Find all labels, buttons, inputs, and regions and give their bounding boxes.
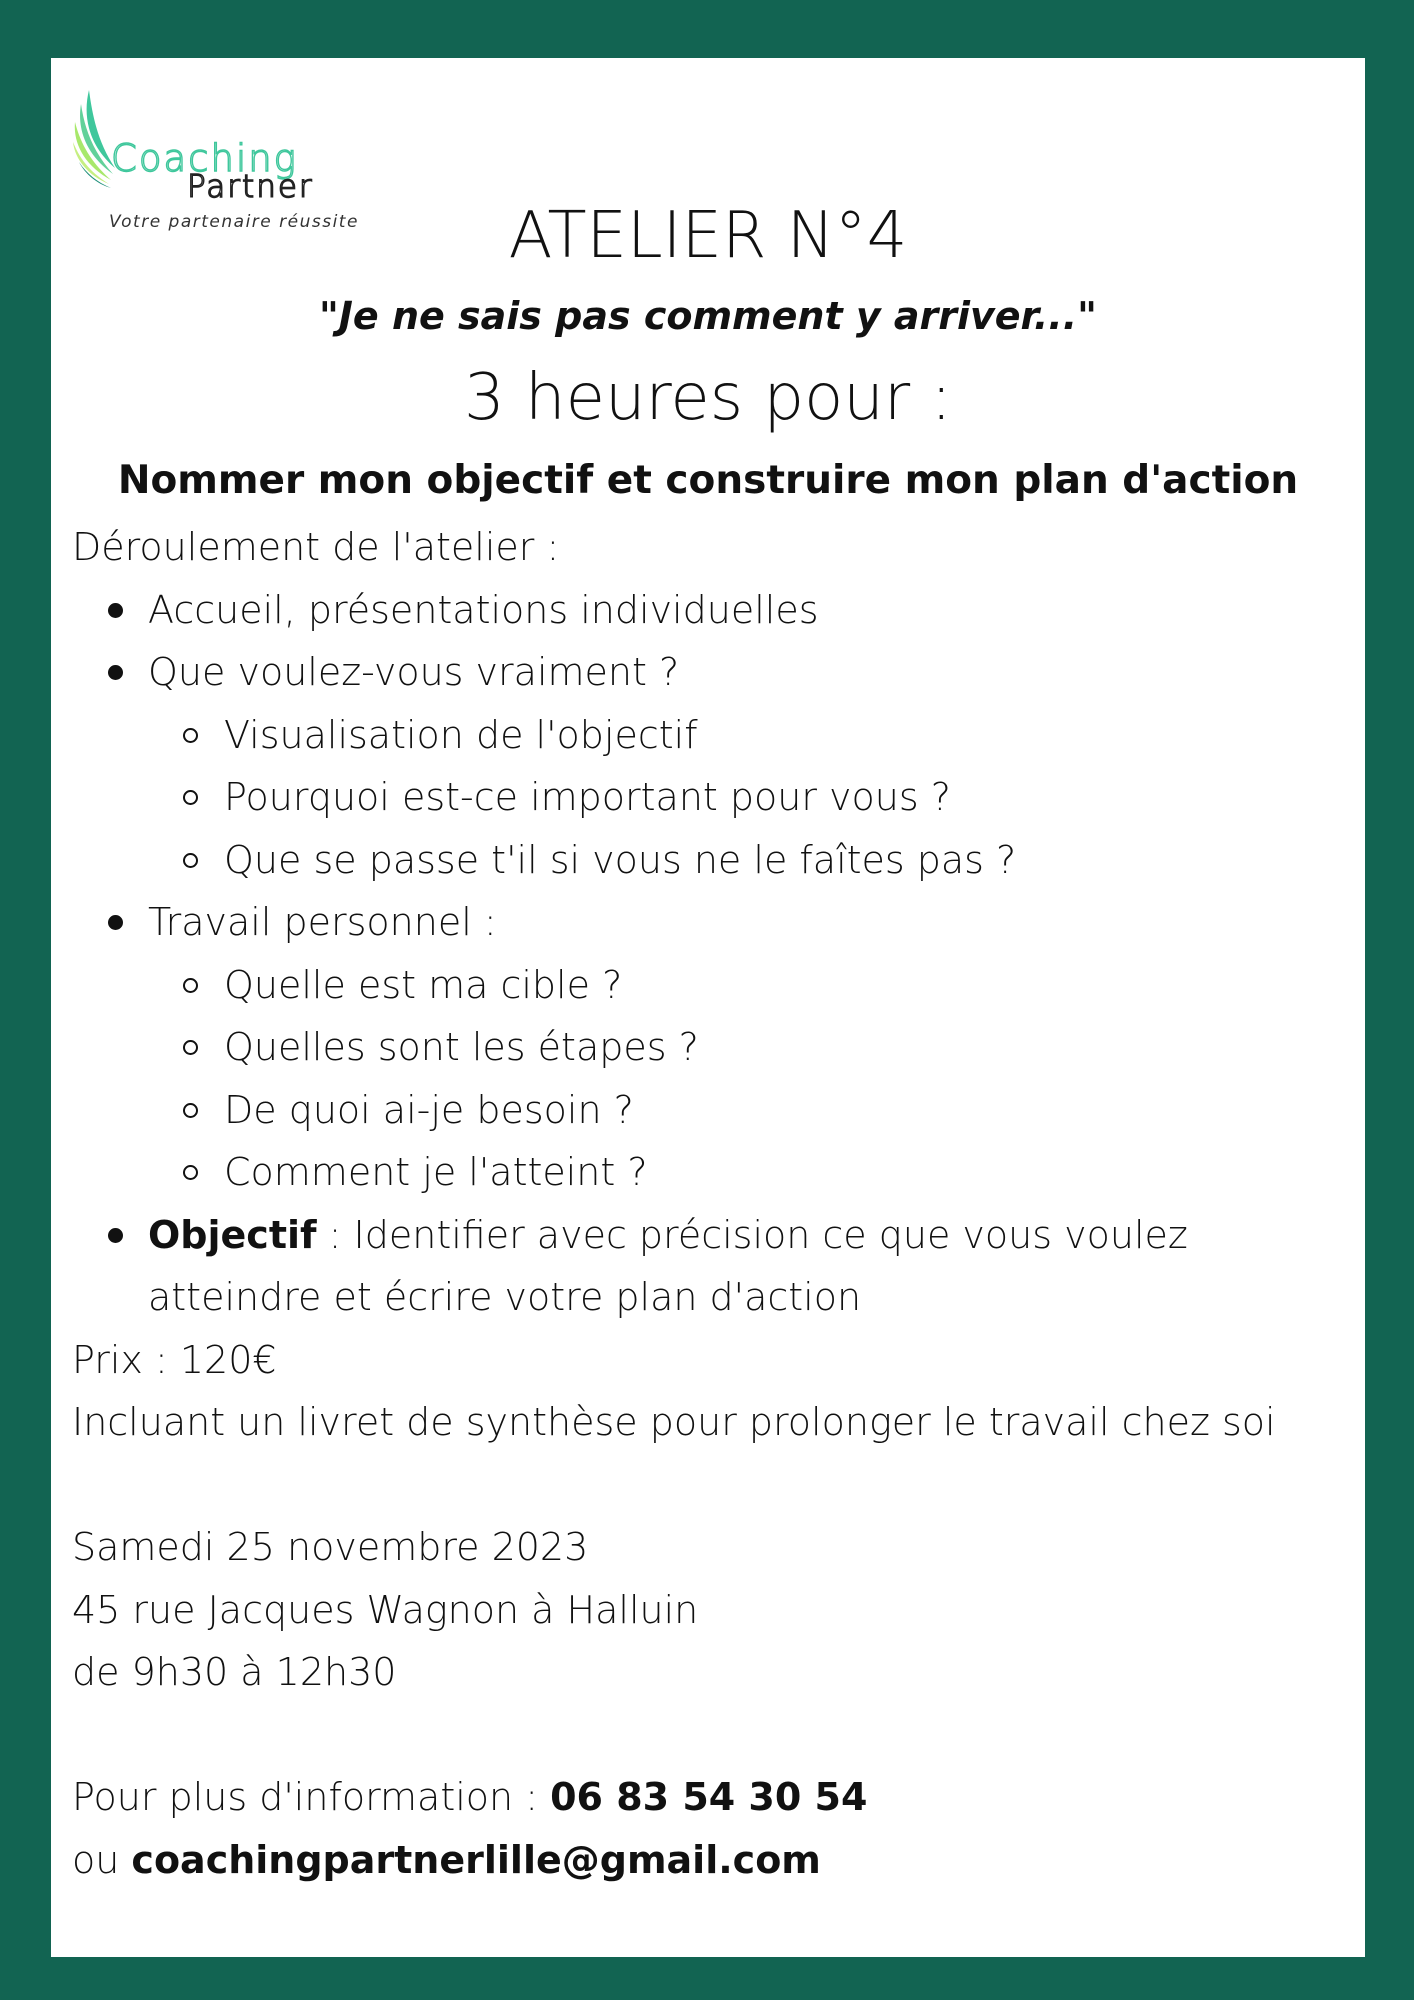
sub-item-label: Pourquoi est-ce important pour vous ? bbox=[224, 775, 951, 819]
sub-list bbox=[148, 954, 1352, 1204]
bullet-icon bbox=[108, 1228, 123, 1243]
hollow-bullet-icon bbox=[183, 790, 198, 805]
list-item-label: Que voulez-vous vraiment ? bbox=[148, 650, 680, 694]
bullet-icon bbox=[108, 603, 123, 618]
objective-description: : Identifier avec précision ce que vous voulez atteindre et écrire votre plan d'action bbox=[148, 1212, 1188, 1319]
sub-item-label: Quelle est ma cible ? bbox=[224, 962, 623, 1007]
workshop-duration: 3 heures pour : bbox=[463, 361, 953, 435]
contact-email-line bbox=[72, 1829, 1352, 1892]
sub-item-label: Quelles sont les étapes ? bbox=[224, 1025, 699, 1069]
contact-or-prefix: ou bbox=[72, 1837, 132, 1882]
logo-word-partner: Partner bbox=[187, 169, 314, 205]
logo-word-coaching: Coaching bbox=[111, 137, 298, 180]
sub-item-label: Que se passe t'il si vous ne le faîtes pas ? bbox=[224, 837, 1017, 882]
event-hours: de 9h30 à 12h30 bbox=[72, 1650, 397, 1694]
hollow-bullet-icon bbox=[183, 1103, 198, 1118]
sub-item-label: De quoi ai-je besoin ? bbox=[224, 1087, 634, 1132]
hollow-bullet-icon bbox=[183, 1165, 198, 1180]
list-item-label: Accueil, présentations individuelles bbox=[148, 587, 819, 632]
bullet-icon bbox=[108, 665, 123, 680]
program-intro: Déroulement de l'atelier : bbox=[72, 525, 560, 569]
contact-phone-line bbox=[72, 1766, 1352, 1829]
spacer bbox=[72, 1454, 1352, 1517]
sub-item-label: Comment je l'atteint ? bbox=[224, 1150, 648, 1194]
hollow-bullet-icon bbox=[183, 853, 198, 868]
objective-text bbox=[148, 1204, 1348, 1329]
objective-label: Objectif bbox=[148, 1212, 317, 1257]
spacer bbox=[72, 1704, 1352, 1767]
workshop-subtitle: Nommer mon objectif et construire mon plan d'action bbox=[117, 458, 1299, 503]
workshop-details bbox=[72, 516, 1352, 1891]
program-list bbox=[72, 579, 1352, 1329]
list-item bbox=[72, 579, 1352, 642]
list-item-objective bbox=[72, 1204, 1352, 1329]
sub-list-item bbox=[148, 954, 1352, 1017]
bullet-icon bbox=[108, 915, 123, 930]
sub-item-label: Visualisation de l'objectif bbox=[224, 712, 698, 757]
poster-page bbox=[51, 58, 1365, 1957]
list-item bbox=[72, 891, 1352, 1204]
list-item bbox=[72, 641, 1352, 891]
workshop-quote: "Je ne sais pas comment y arriver..." bbox=[319, 294, 1097, 338]
sub-list-item bbox=[148, 1079, 1352, 1142]
hollow-bullet-icon bbox=[183, 978, 198, 993]
hollow-bullet-icon bbox=[183, 1040, 198, 1055]
list-item-label: Travail personnel : bbox=[148, 900, 497, 944]
sub-list-item bbox=[148, 1141, 1352, 1204]
contact-info-prefix: Pour plus d'information : bbox=[72, 1775, 551, 1819]
sub-list-item bbox=[148, 1016, 1352, 1079]
price: Prix : 120€ bbox=[72, 1337, 277, 1382]
contact-email: coachingpartnerlille@gmail.com bbox=[131, 1837, 821, 1882]
event-date: Samedi 25 novembre 2023 bbox=[72, 1525, 589, 1569]
sub-list bbox=[148, 704, 1352, 892]
hollow-bullet-icon bbox=[183, 728, 198, 743]
sub-list-item bbox=[148, 704, 1352, 767]
event-address: 45 rue Jacques Wagnon à Halluin bbox=[72, 1587, 699, 1632]
logo-tagline: Votre partenaire réussite bbox=[109, 212, 359, 232]
sub-list-item bbox=[148, 829, 1352, 892]
contact-phone: 06 83 54 30 54 bbox=[550, 1775, 868, 1819]
includes-note: Incluant un livret de synthèse pour prolonger le travail chez soi bbox=[72, 1400, 1276, 1444]
sub-list-item bbox=[148, 766, 1352, 829]
workshop-title: ATELIER N°4 bbox=[508, 199, 908, 273]
